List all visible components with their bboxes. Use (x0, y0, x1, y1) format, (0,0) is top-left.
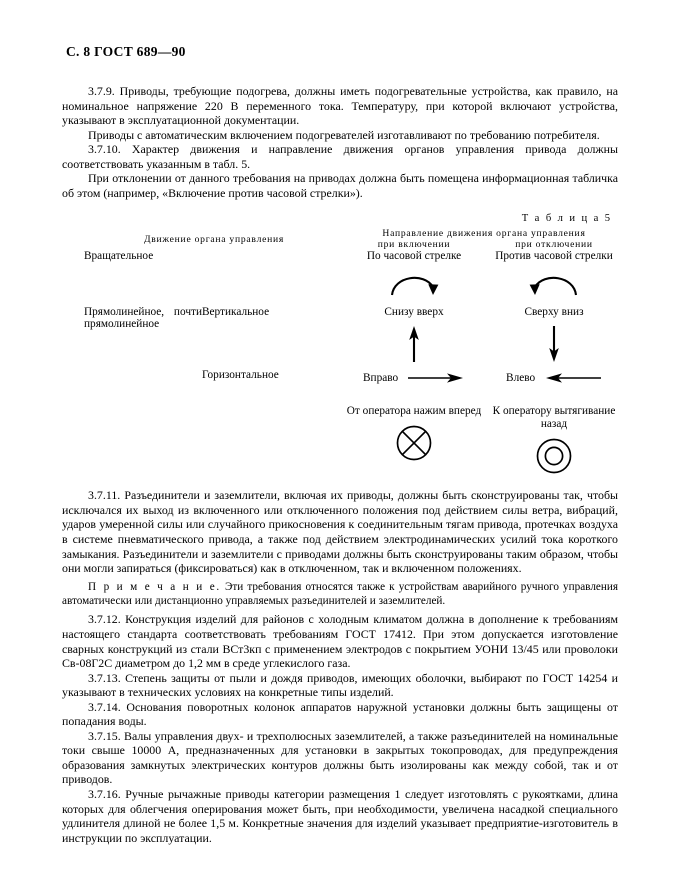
arrow-left-icon (538, 372, 602, 384)
cell-sub-horizontal: Горизонтальное (202, 369, 279, 382)
arrow-counterclockwise-icon (484, 268, 624, 301)
cell-on-rotational (344, 250, 484, 306)
cell-off-pull (484, 405, 624, 481)
circle-double-icon (484, 436, 624, 479)
arrow-clockwise-icon (344, 268, 484, 301)
cell-movement-rectilinear: Прямолинейное, почти прямолинейное (84, 306, 202, 331)
cell-on-push (344, 405, 484, 481)
table-row (84, 306, 624, 369)
paragraph-3-7-9b: Приводы с автоматическим включением подогревателей изготавливают по требованию потребителя. (88, 127, 600, 142)
label-off-vertical: Сверху вниз (524, 306, 584, 319)
cell-off-rotational (484, 250, 624, 306)
cell-on-vertical (344, 306, 484, 369)
cell-sub-vertical: Вертикальное (202, 306, 270, 319)
paragraph-3-7-14: 3.7.14. Основания поворотных колонок аппаратов наружной установки должны быть защищены от попадания воды. (62, 699, 618, 729)
page-header: С. 8 ГОСТ 689—90 (66, 44, 186, 59)
paragraph-3-7-9: 3.7.9. Приводы, требующие подогрева, должны иметь подогревательные устройства, как правило, на номинальное напряжение 220 В переменного тока. Температуру, при которой включают устройства, указывают в эксплуатационной документации. (62, 84, 618, 128)
note-label: П р и м е ч а н и е. (88, 580, 221, 593)
arrow-right-icon (401, 372, 465, 384)
header-movement: Движение органа управления (143, 233, 285, 245)
paragraph-3-7-10: 3.7.10. Характер движения и направление движения органов управления привода должны соответствовать указанным в табл. 5. (62, 142, 618, 171)
header-off: при отключении (515, 239, 593, 251)
table-row (84, 250, 624, 306)
cell-off-vertical (484, 306, 624, 369)
cell-movement-rotational: Вращательное (84, 250, 154, 263)
paragraph-3-7-10b: При отклонении от данного требования на приводах должна быть помещена информационная табличка об этом (например, «Включение против часовой стрелки»). (62, 171, 618, 200)
label-on-rotational: По часовой стрелке (366, 250, 462, 263)
label-off-pull: К оператору вытягивание назад (492, 405, 616, 431)
paragraph-3-7-16: 3.7.16. Ручные рычажные приводы категории размещения 1 следует изготовлять с рукоятками, длина которых для облегчения оперирования может быть, при необходимости, увеличена насадкой специального удлинителя длиной не более 1,5 м. Конкретные значения для изделий указывает предприятие-изготовитель в инструкции по эксплуатации. (62, 787, 618, 845)
label-off-rotational: Против часовой стрелки (495, 250, 613, 263)
header-on: при включении (377, 239, 451, 251)
label-on-horizontal: Вправо (363, 372, 399, 385)
label-on-vertical: Снизу вверх (384, 306, 444, 319)
label-on-push: От оператора нажим вперед (346, 405, 482, 418)
paragraph-3-7-12: 3.7.12. Конструкция изделий для районов с холодным климатом должна в дополнение к требованиям настоящего стандарта соответствовать требованиям ГОСТ 17412. При этом допускается изготовление сварных конструкций из стали ВСт3кп с применением электродов с покрытием УОНИ 13/45 или проволоки Св-08Г2С диаметром до 1,2 мм в среде углекислого газа. (62, 612, 618, 671)
circle-cross-icon (344, 423, 484, 466)
paragraph-3-7-13: 3.7.13. Степень защиты от пыли и дождя приводов, имеющих оболочки, выбирают по ГОСТ 14254 и указывают в технических условиях на конкретные типы изделий. (62, 670, 618, 700)
arrow-down-icon (484, 324, 624, 367)
cell-off-horizontal (484, 369, 624, 405)
table-header-row-main (84, 228, 624, 239)
control-movement-table (84, 228, 624, 481)
table-caption: Т а б л и ц а 5 (521, 213, 612, 225)
paragraph-3-7-11: 3.7.11. Разъединители и заземлители, включая их приводы, должны быть сконструированы так, чтобы исключался их выход из включенного или отключенного положения под действием силы ветра, вибраций, ударов умеренной силы или случайного прикосновения к соединительным тягам привода, протечках воздуха в системе пневматического привода, а также под действием электродинамических усилий тока короткого замыкания. Разъединители и заземлители с приводами должны быть сконструированы таким образом, чтобы они могли запираться (фиксироваться) как в отключенном, так и включенном положениях. (62, 488, 618, 576)
paragraph-3-7-15: 3.7.15. Валы управления двух- и трехполюсных заземлителей, а также разъединителей на номинальные токи свыше 10000 А, предназначенных для установки в закрытых токопроводах, для предупреждения образования замкнутых электрических контуров должны быть изолированы как между собой, так и от приводов. (62, 728, 618, 787)
note-text: Эти требования относятся также к устройствам аварийного ручного управления автоматически или дистанционно управляемых разъединителей и заземлителей. (62, 580, 618, 608)
cell-sub-empty (202, 405, 344, 481)
note-3-7-11 (62, 580, 618, 609)
document-body (62, 84, 618, 845)
label-off-horizontal: Влево (506, 372, 536, 385)
cell-on-horizontal (344, 369, 484, 405)
arrow-up-icon (344, 324, 484, 367)
header-direction: Направление движения органа управления (382, 228, 586, 240)
